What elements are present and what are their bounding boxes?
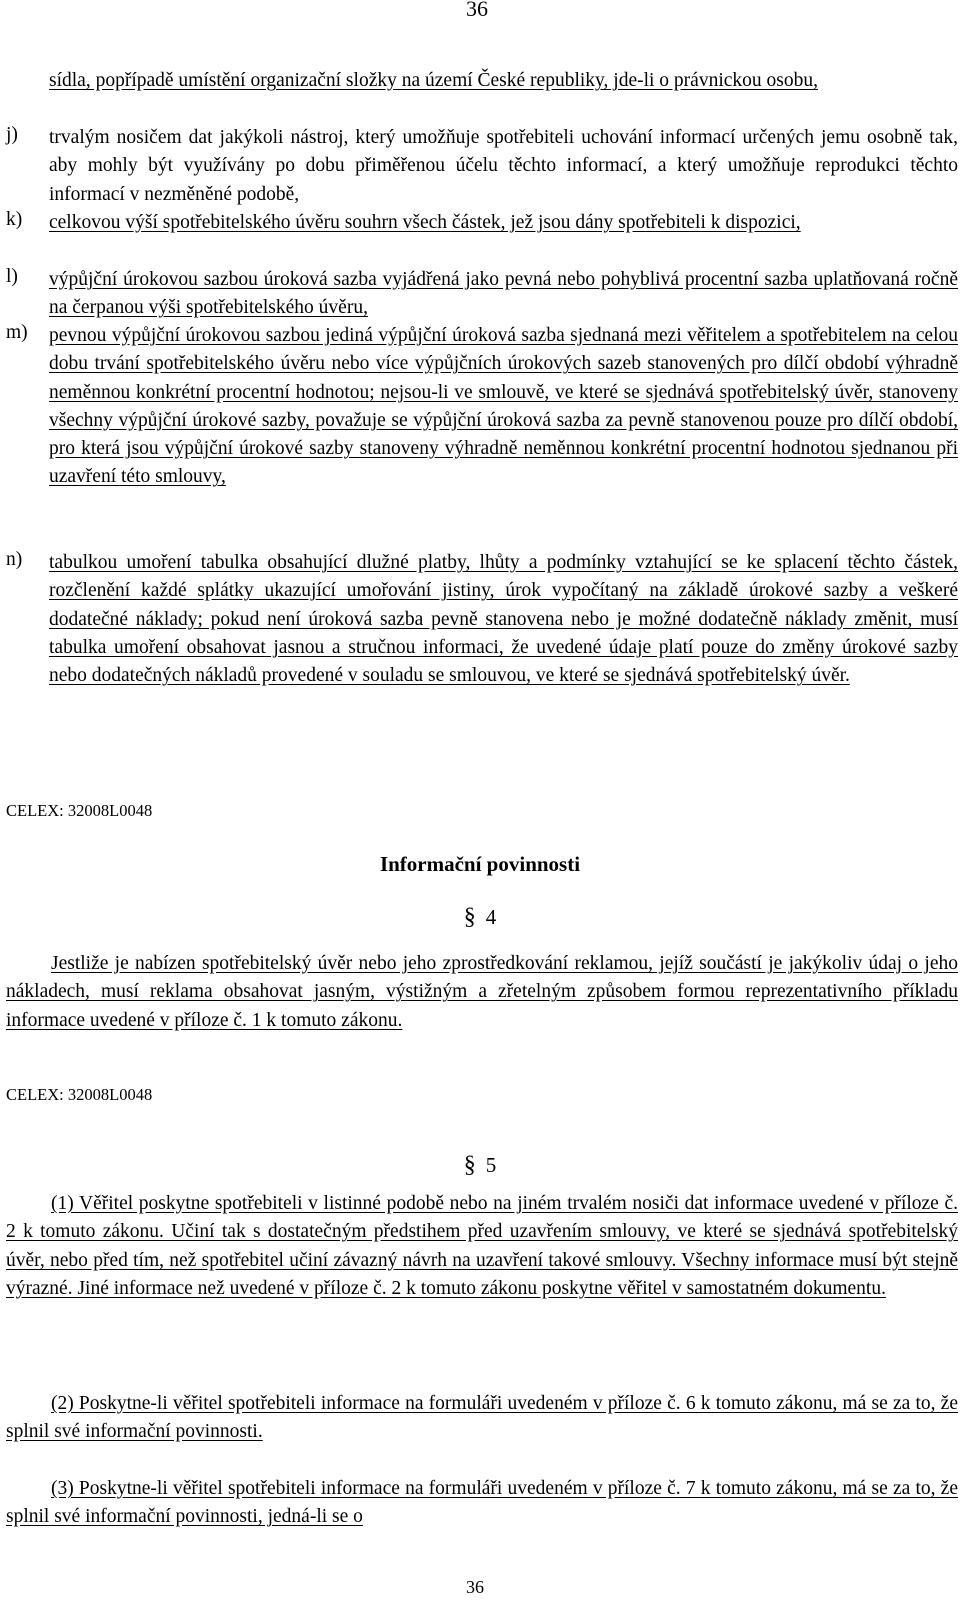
list-marker: l) <box>6 266 18 287</box>
list-item-text: sídla, popřípadě umístění organizační složky na území České republiky, jde-li o právnickou osobu, <box>49 70 818 91</box>
list-item-text: výpůjční úrokovou sazbou úroková sazba vyjádřená jako pevná nebo pohyblivá procentní sazba uplatňovaná ročně na čerpanou výši spotřebitelského úvěru, <box>49 269 958 319</box>
section-number-5 <box>0 1152 960 1179</box>
section-symbol: § <box>463 904 476 930</box>
list-marker: j) <box>6 124 18 145</box>
list-item-continuation <box>6 67 958 95</box>
list-marker: m) <box>6 322 28 343</box>
page-number-bottom: 36 <box>466 1577 484 1597</box>
list-item-text: trvalým nosičem dat jakýkoli nástroj, který umožňuje spotřebiteli uchování informací určených jemu osobně tak, aby mohly být využívány po dobu přiměřenou účelu těchto informací, a který umožňuje reprodukci těchto informací v nezměněné podobě, <box>49 127 958 205</box>
list-item <box>6 209 958 237</box>
paragraph-text: Jestliže je nabízen spotřebitelský úvěr nebo jeho zprostředkování reklamou, jejíž součástí je jakýkoliv údaj o jeho nákladech, musí reklama obsahovat jasným, výstižným a zřetelným způsobem formou reprezentativního příkladu informace uvedené v příloze č. 1 k tomuto zákonu. <box>6 953 958 1031</box>
paragraph-text: (1) Věřitel poskytne spotřebiteli v listinné podobě nebo na jiném trvalém nosiči dat informace uvedené v příloze č. 2 k tomuto zákonu. Učiní tak s dostatečným předstihem před uzavřením smlouvy, ve které se sjednává spotřebitelský úvěr, nebo před tím, než spotřebitel učiní závazný návrh na uzavření takové smlouvy. Všechny informace musí být stejně výrazné. Jiné informace než uvedené v příloze č. 2 k tomuto zákonu poskytne věřitel v samostatném dokumentu. <box>6 1193 958 1299</box>
list-item <box>6 322 958 492</box>
list-marker: k) <box>6 209 23 230</box>
paragraph-4 <box>6 950 958 1035</box>
list-item-text: pevnou výpůjční úrokovou sazbou jediná výpůjční úroková sazba sjednaná mezi věřitelem a spotřebitelem na celou dobu trvání spotřebitelského úvěru nebo více výpůjčních úrokových sazeb stanovených pro dílčí období výhradně neměnnou konkrétní procentní hodnotou; nejsou-li ve smlouvě, ve které se sjednává spotřebitelský úvěr, stanoveny všechny výpůjční úrokové sazby, považuje se výpůjční úroková sazba za pevně stanovenou pouze pro dílčí období, pro která jsou výpůjční úrokové sazby stanoveny výhradně neměnnou konkrétní procentní hodnotou sjednanou při uzavření této smlouvy, <box>49 325 958 488</box>
paragraph-text: (2) Poskytne-li věřitel spotřebiteli informace na formuláři uvedeném v příloze č. 6 k tomuto zákonu, má se za to, že splnil své informační povinnosti. <box>6 1393 958 1443</box>
list-item-text: tabulkou umoření tabulka obsahující dlužné platby, lhůty a podmínky vztahující se ke splacení těchto částek, rozčlenění každé splátky ukazující umořování jistiny, úrok vypočítaný na základě úrokové sazby a veškeré dodatečné náklady; pokud není úroková sazba pevně stanovena nebo je možné dodatečně náklady změnit, musí tabulka umoření obsahovat jasnou a stručnou informaci, že uvedené údaje platí pouze do změny úrokové sazby nebo dodatečných nákladů provedené v souladu se smlouvou, ve které se sjednává spotřebitelský úvěr. <box>49 552 958 687</box>
list-item-text: celkovou výší spotřebitelského úvěru souhrn všech částek, jež jsou dány spotřebiteli k dispozici, <box>49 212 801 233</box>
paragraph-5-2 <box>6 1390 958 1447</box>
list-item <box>6 266 958 323</box>
paragraph-5-3 <box>6 1475 958 1532</box>
list-item <box>6 549 958 690</box>
page-number-top: 36 <box>466 0 488 21</box>
celex-reference: CELEX: 32008L0048 <box>6 801 153 820</box>
paragraph-text: (3) Poskytne-li věřitel spotřebiteli informace na formuláři uvedeném v příloze č. 7 k tomuto zákonu, má se za to, že splnil své informační povinnosti, jedná-li se o <box>6 1478 958 1528</box>
list-marker: n) <box>6 549 23 570</box>
section-number: 5 <box>485 1153 497 1177</box>
section-number: 4 <box>485 905 497 929</box>
section-symbol: § <box>463 1152 476 1178</box>
celex-reference: CELEX: 32008L0048 <box>6 1085 153 1104</box>
list-item <box>6 124 958 209</box>
paragraph-5-1 <box>6 1190 958 1303</box>
section-heading: Informační povinnosti <box>379 852 581 876</box>
section-number-4 <box>0 904 960 931</box>
